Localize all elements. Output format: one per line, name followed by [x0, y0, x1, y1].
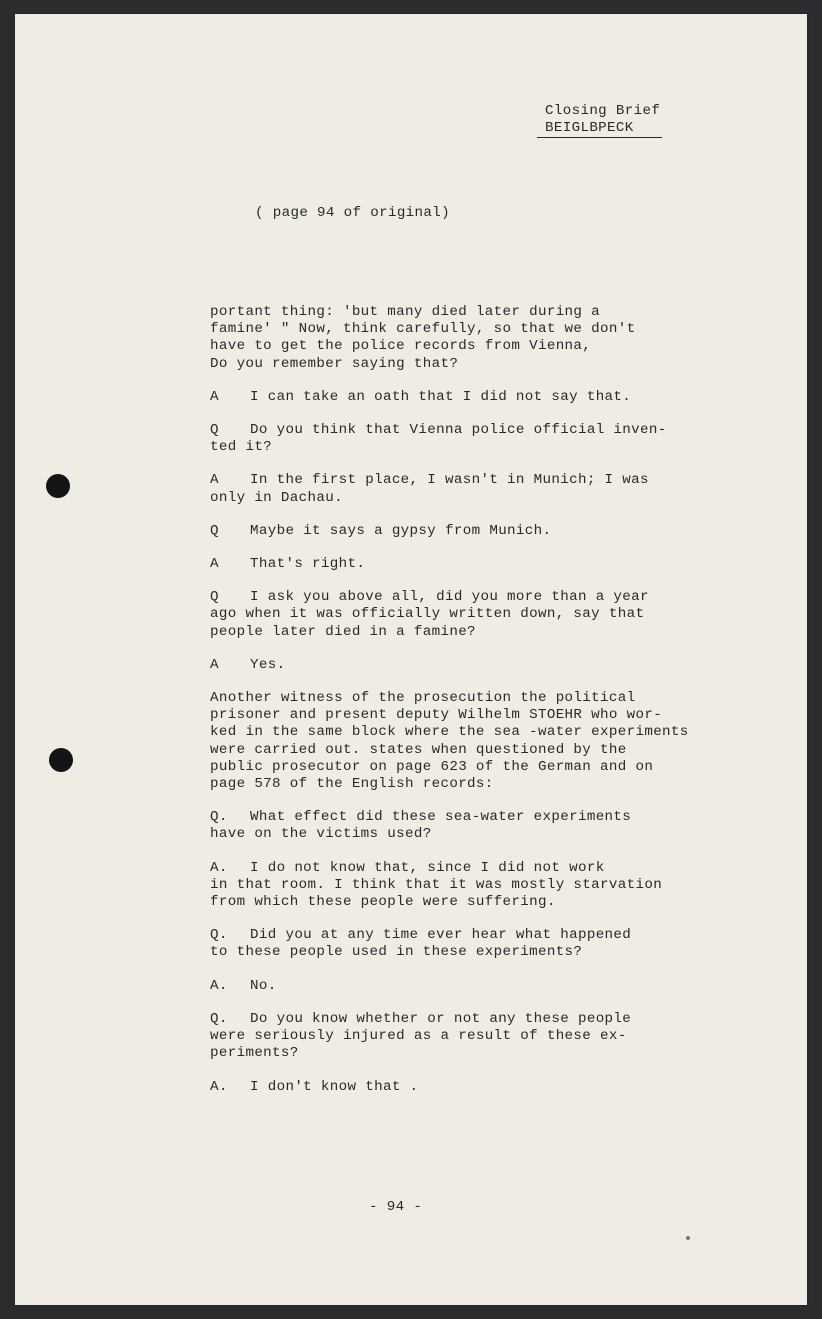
paragraph-text: portant thing: 'but many died later during a famine' " Now, think carefully, so that we don't have to get the police records from Vienna, Do you remember saying that?	[210, 304, 636, 372]
qa-paragraph	[210, 657, 770, 674]
original-page-note: ( page 94 of original)	[255, 205, 451, 221]
paragraph-text: Another witness of the prosecution the political prisoner and present deputy Wilhelm STOEHR who wor- ked in the same block where the sea -water experiments were carried out. states when questioned by the public prosecutor on page 623 of the German and on page 578 of the English records:	[210, 690, 689, 793]
qa-paragraph	[210, 978, 770, 995]
paragraph-text: Do you know whether or not any these people were seriously injured as a result of these ex- periments?	[210, 1010, 632, 1062]
header-subject: BEIGLBPECK	[537, 120, 662, 138]
paragraph-text: Did you at any time ever hear what happened to these people used in these experiments?	[210, 927, 632, 961]
qa-paragraph	[210, 422, 770, 456]
punch-hole	[49, 748, 73, 772]
text-paragraph	[210, 690, 770, 793]
speaker-label: A	[210, 556, 219, 573]
speaker-label: Q	[210, 522, 219, 539]
speaker-label: Q	[210, 422, 219, 439]
speaker-label: Q.	[210, 1010, 228, 1027]
document-body	[210, 304, 770, 1112]
page-number: - 94 -	[369, 1199, 423, 1215]
paragraph-text: I do not know that, since I did not work in that room. I think that it was mostly starvation from which these people were suffering.	[210, 859, 663, 911]
speaker-label: A.	[210, 859, 228, 876]
paper-speck	[686, 1236, 690, 1240]
speaker-label: Q.	[210, 809, 228, 826]
speaker-label: A	[210, 388, 219, 405]
paragraph-text: No.	[250, 977, 277, 994]
qa-paragraph	[210, 523, 770, 540]
qa-paragraph	[210, 809, 770, 843]
qa-paragraph	[210, 860, 770, 912]
qa-paragraph	[210, 927, 770, 961]
speaker-label: A.	[210, 1078, 228, 1095]
qa-paragraph	[210, 556, 770, 573]
paragraph-text: What effect did these sea-water experiments have on the victims used?	[210, 809, 632, 843]
header-title: Closing Brief	[545, 103, 661, 119]
speaker-label: Q.	[210, 927, 228, 944]
paragraph-text: I can take an oath that I did not say that.	[250, 388, 632, 405]
speaker-label: A	[210, 472, 219, 489]
speaker-label: A.	[210, 977, 228, 994]
qa-paragraph	[210, 589, 770, 641]
paragraph-text: Yes.	[250, 656, 286, 673]
paragraph-text: Do you think that Vienna police official inven- ted it?	[210, 422, 667, 456]
qa-paragraph	[210, 472, 770, 506]
punch-hole	[46, 474, 70, 498]
paragraph-text: I ask you above all, did you more than a year ago when it was officially written down, say that people later died in a famine?	[210, 589, 649, 640]
speaker-label: Q	[210, 589, 219, 606]
qa-paragraph	[210, 1011, 770, 1063]
qa-paragraph	[210, 389, 770, 406]
paragraph-text: Maybe it says a gypsy from Munich.	[250, 522, 552, 539]
qa-paragraph	[210, 1079, 770, 1096]
text-paragraph	[210, 304, 770, 373]
speaker-label: A	[210, 656, 219, 673]
paragraph-text: That's right.	[250, 556, 366, 573]
paragraph-text: I don't know that .	[250, 1078, 419, 1095]
header-block	[545, 103, 662, 138]
document-page	[15, 14, 807, 1305]
paragraph-text: In the first place, I wasn't in Munich; I was only in Dachau.	[210, 472, 649, 506]
